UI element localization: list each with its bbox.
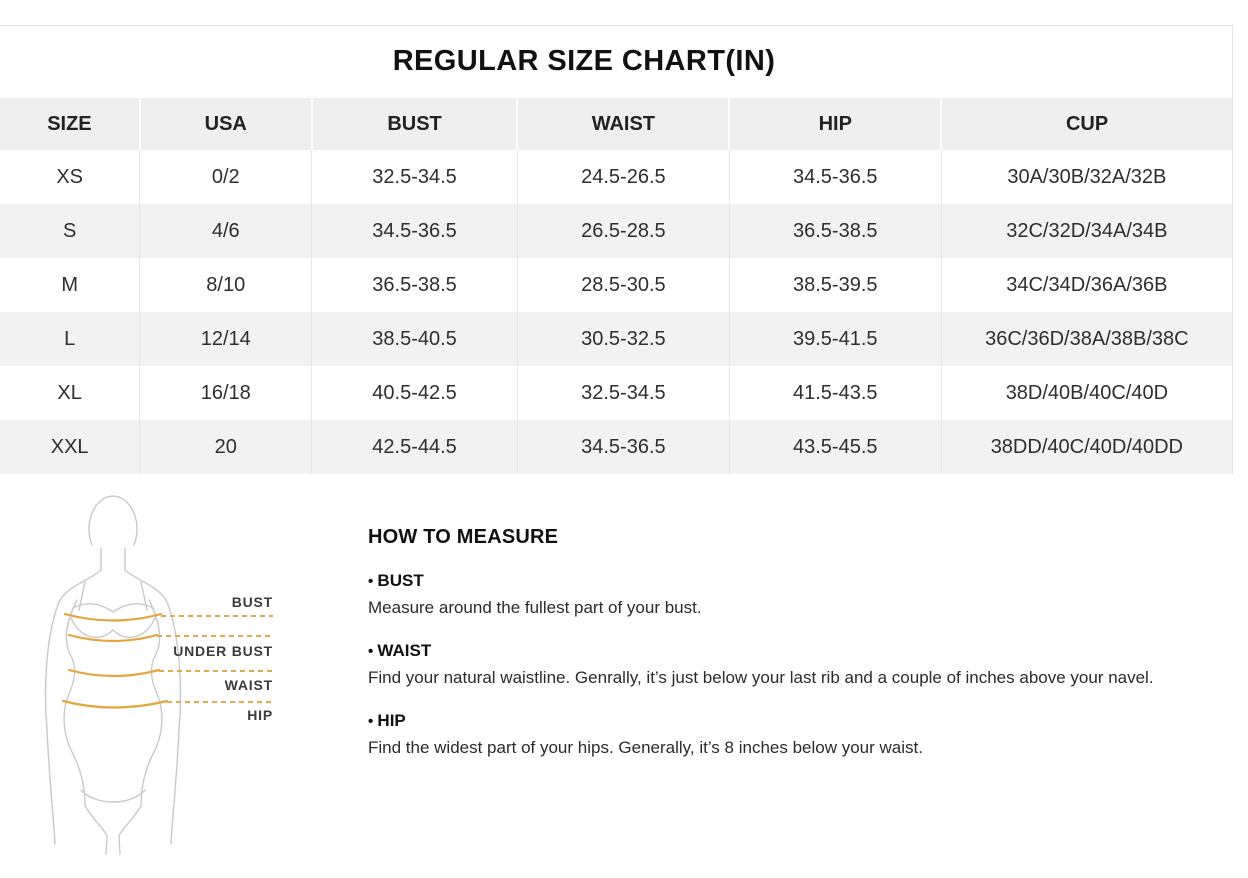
size-table-header-row (0, 98, 1232, 150)
underbust-line (69, 635, 157, 641)
table-cell: 30.5-32.5 (517, 312, 729, 366)
column-header-usa: USA (140, 98, 312, 150)
table-cell: 36.5-38.5 (729, 204, 941, 258)
table-cell: 38DD/40C/40D/40DD (941, 420, 1232, 474)
column-header-hip: HIP (729, 98, 941, 150)
table-cell: M (0, 258, 140, 312)
size-chart-table (0, 98, 1232, 474)
table-cell: L (0, 312, 140, 366)
table-cell: 42.5-44.5 (312, 420, 518, 474)
table-cell: 26.5-28.5 (517, 204, 729, 258)
column-header-cup: CUP (941, 98, 1232, 150)
measure-item-bust-label: • BUST (368, 571, 1168, 591)
table-cell: 39.5-41.5 (729, 312, 941, 366)
table-row (0, 312, 1232, 366)
table-row (0, 204, 1232, 258)
column-header-waist: WAIST (517, 98, 729, 150)
how-to-measure-heading: HOW TO MEASURE (368, 526, 559, 548)
figure-label-under-bust: UNDER BUST (173, 643, 273, 659)
table-cell: 34C/34D/36A/36B (941, 258, 1232, 312)
table-cell: 34.5-36.5 (312, 204, 518, 258)
table-cell: 30A/30B/32A/32B (941, 150, 1232, 204)
column-header-bust: BUST (312, 98, 518, 150)
table-cell: XL (0, 366, 140, 420)
table-cell: 0/2 (140, 150, 312, 204)
table-cell: 24.5-26.5 (517, 150, 729, 204)
table-cell: XXL (0, 420, 140, 474)
table-cell: 36C/36D/38A/38B/38C (941, 312, 1232, 366)
table-cell: 38.5-40.5 (312, 312, 518, 366)
measure-item-bust (368, 571, 1168, 620)
bust-line (65, 614, 161, 621)
waist-line (69, 670, 159, 676)
measure-item-waist-text: Find your natural waistline. Genrally, it’s just below your last rib and a couple of inches above your navel. (368, 668, 1154, 687)
table-cell: S (0, 204, 140, 258)
size-table-body (0, 150, 1232, 474)
size-chart-section (0, 25, 1233, 474)
column-header-size: SIZE (0, 98, 140, 150)
figure-label-waist: WAIST (224, 677, 273, 693)
table-cell: 40.5-42.5 (312, 366, 518, 420)
measure-item-hip-text: Find the widest part of your hips. Generally, it’s 8 inches below your waist. (368, 738, 923, 757)
table-cell: 32.5-34.5 (517, 366, 729, 420)
measure-item-hip-label: • HIP (368, 711, 1168, 731)
table-row (0, 258, 1232, 312)
table-cell: 36.5-38.5 (312, 258, 518, 312)
figure-label-bust: BUST (231, 594, 273, 610)
table-cell: 28.5-30.5 (517, 258, 729, 312)
table-cell: 20 (140, 420, 312, 474)
table-row (0, 150, 1232, 204)
table-cell: 43.5-45.5 (729, 420, 941, 474)
measurement-lines (63, 614, 167, 708)
table-row (0, 366, 1232, 420)
measurement-figure (25, 488, 360, 856)
table-cell: 8/10 (140, 258, 312, 312)
table-cell: 12/14 (140, 312, 312, 366)
how-to-measure-section (368, 526, 1168, 781)
table-cell: 34.5-36.5 (517, 420, 729, 474)
table-cell: 32C/32D/34A/34B (941, 204, 1232, 258)
table-row (0, 420, 1232, 474)
table-cell: 38.5-39.5 (729, 258, 941, 312)
measure-item-waist-label: • WAIST (368, 641, 1168, 661)
table-cell: 34.5-36.5 (729, 150, 941, 204)
body-outline-diagram (25, 488, 360, 856)
table-cell: 16/18 (140, 366, 312, 420)
table-cell: 38D/40B/40C/40D (941, 366, 1232, 420)
hip-line (63, 701, 167, 708)
table-cell: XS (0, 150, 140, 204)
figure-label-hip: HIP (247, 707, 273, 723)
table-cell: 41.5-43.5 (729, 366, 941, 420)
measure-item-bust-text: Measure around the fullest part of your bust. (368, 598, 702, 617)
measure-item-hip (368, 711, 1168, 760)
size-chart-title: REGULAR SIZE CHART(IN) (392, 45, 776, 77)
table-cell: 4/6 (140, 204, 312, 258)
table-cell: 32.5-34.5 (312, 150, 518, 204)
measure-item-waist (368, 641, 1168, 690)
